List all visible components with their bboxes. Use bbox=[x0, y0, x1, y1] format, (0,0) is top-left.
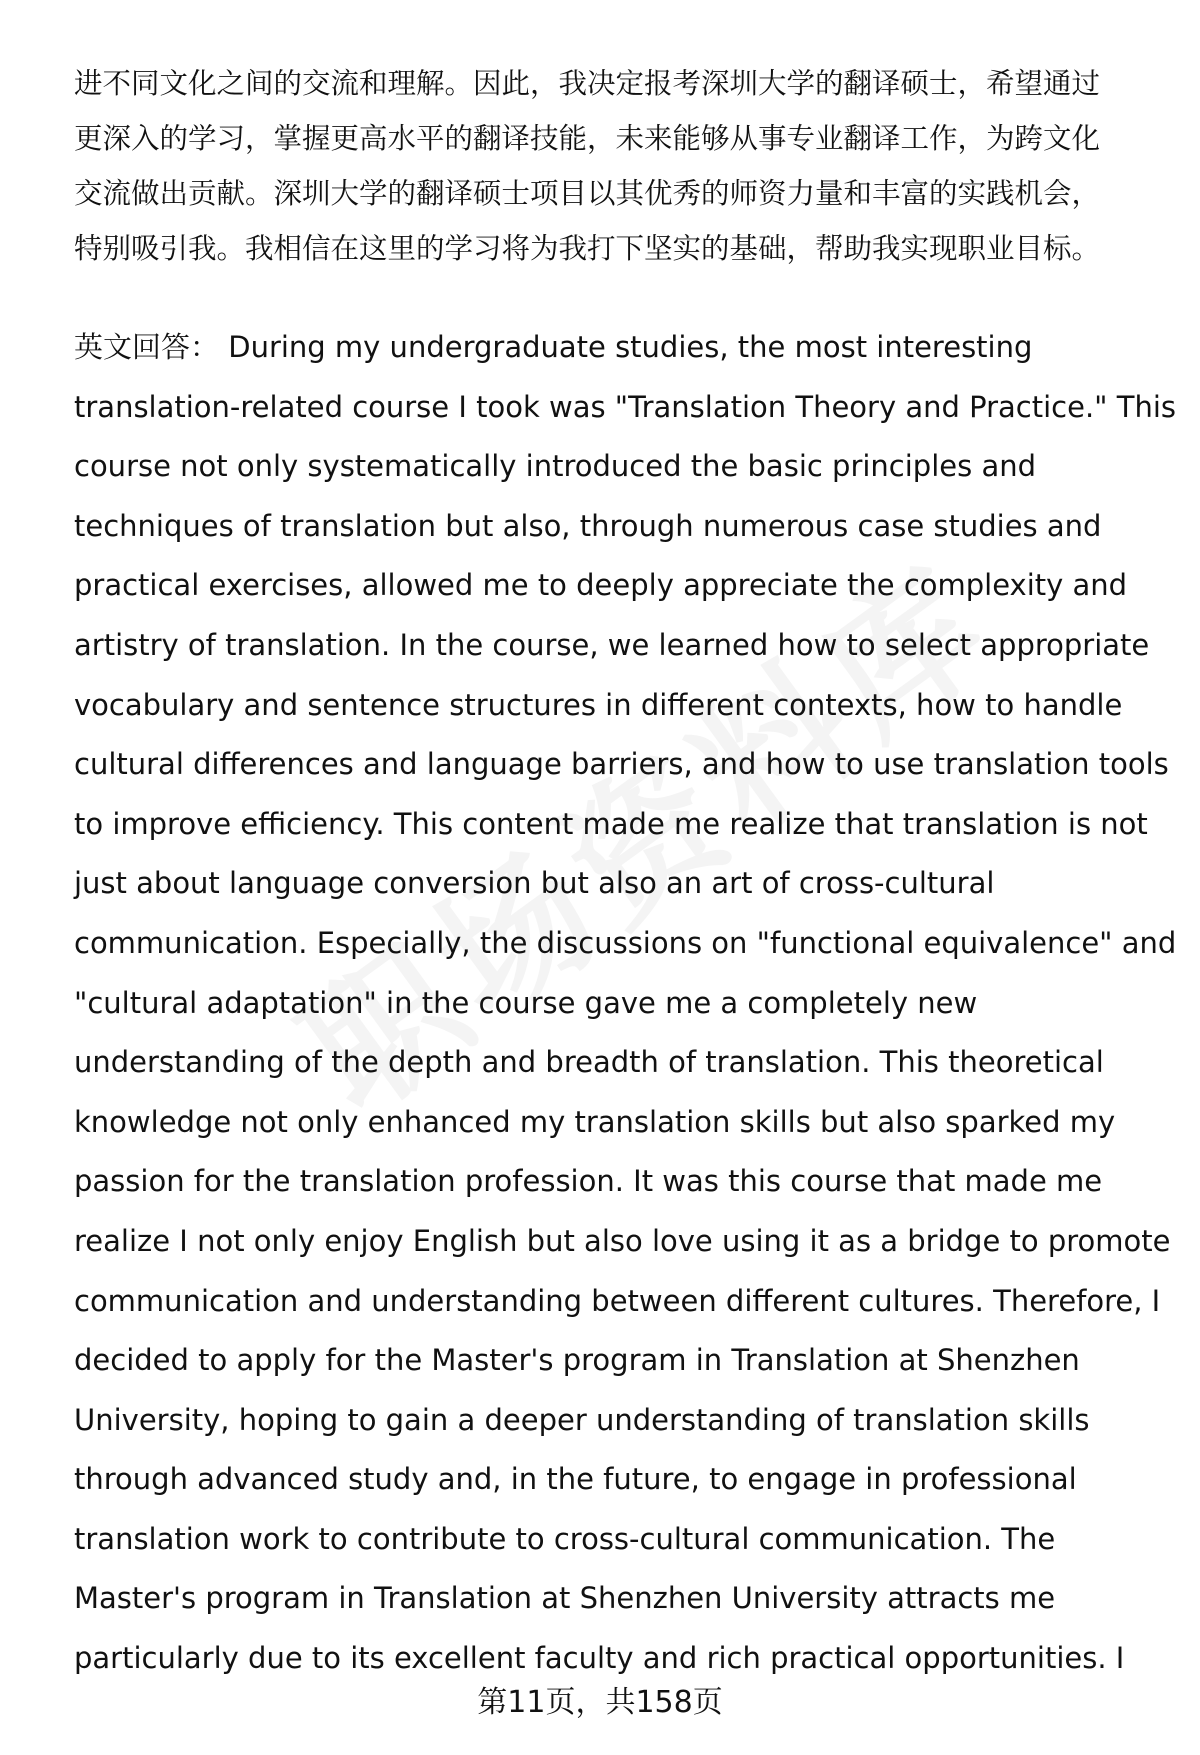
english-answer-label: 英文回答： bbox=[74, 330, 220, 364]
en-line: course not only systematically introduced the basic principles and bbox=[74, 449, 1036, 484]
en-line: understanding of the depth and breadth of translation. This theoretical bbox=[74, 1045, 1104, 1080]
en-line: communication. Especially, the discussions on "functional equivalence" and bbox=[74, 925, 1177, 960]
en-line: cultural differences and language barriers, and how to use translation tools bbox=[74, 747, 1169, 782]
en-line: translation work to contribute to cross-cultural communication. The bbox=[74, 1521, 1056, 1556]
en-line: Master's program in Translation at Shenzhen University attracts me bbox=[74, 1581, 1056, 1616]
en-line: knowledge not only enhanced my translation skills but also sparked my bbox=[74, 1104, 1116, 1139]
en-line: just about language conversion but also an art of cross-cultural bbox=[74, 866, 995, 901]
en-line: practical exercises, allowed me to deeply appreciate the complexity and bbox=[74, 568, 1128, 603]
en-line: passion for the translation profession. It was this course that made me bbox=[74, 1164, 1103, 1199]
zh-line: 特别吸引我。我相信在这里的学习将为我打下坚实的基础，帮助我实现职业目标。 bbox=[74, 232, 1101, 265]
en-line: particularly due to its excellent faculty and rich practical opportunities. I bbox=[74, 1641, 1125, 1676]
en-line: communication and understanding between different cultures. Therefore, I bbox=[74, 1283, 1161, 1318]
page-number-footer: 第11页，共158页 bbox=[477, 1685, 723, 1720]
en-line: to improve efficiency. This content made me realize that translation is not bbox=[74, 806, 1148, 841]
en-line: "cultural adaptation" in the course gave me a completely new bbox=[74, 985, 978, 1020]
en-line-text: During my undergraduate studies, the most interesting bbox=[219, 330, 1033, 364]
zh-line: 进不同文化之间的交流和理解。因此，我决定报考深圳大学的翻译硕士，希望通过 bbox=[74, 67, 1101, 100]
en-line: translation-related course I took was "Translation Theory and Practice." This bbox=[74, 389, 1176, 424]
zh-line: 更深入的学习，掌握更高水平的翻译技能，未来能够从事专业翻译工作，为跨文化 bbox=[74, 122, 1101, 155]
en-line: vocabulary and sentence structures in different contexts, how to handle bbox=[74, 687, 1123, 722]
chinese-answer-paragraph bbox=[74, 56, 1154, 276]
en-line: through advanced study and, in the future, to engage in professional bbox=[74, 1462, 1077, 1497]
en-line: University, hoping to gain a deeper understanding of translation skills bbox=[74, 1402, 1090, 1437]
zh-line: 交流做出贡献。深圳大学的翻译硕士项目以其优秀的师资力量和丰富的实践机会， bbox=[74, 177, 1101, 210]
en-line: decided to apply for the Master's program in Translation at Shenzhen bbox=[74, 1343, 1080, 1378]
english-answer-paragraph bbox=[74, 318, 1177, 1689]
en-line: realize I not only enjoy English but also love using it as a bridge to promote bbox=[74, 1223, 1171, 1258]
en-line-first bbox=[74, 318, 1174, 378]
en-line: techniques of translation but also, through numerous case studies and bbox=[74, 508, 1102, 543]
en-line: artistry of translation. In the course, we learned how to select appropriate bbox=[74, 627, 1150, 662]
